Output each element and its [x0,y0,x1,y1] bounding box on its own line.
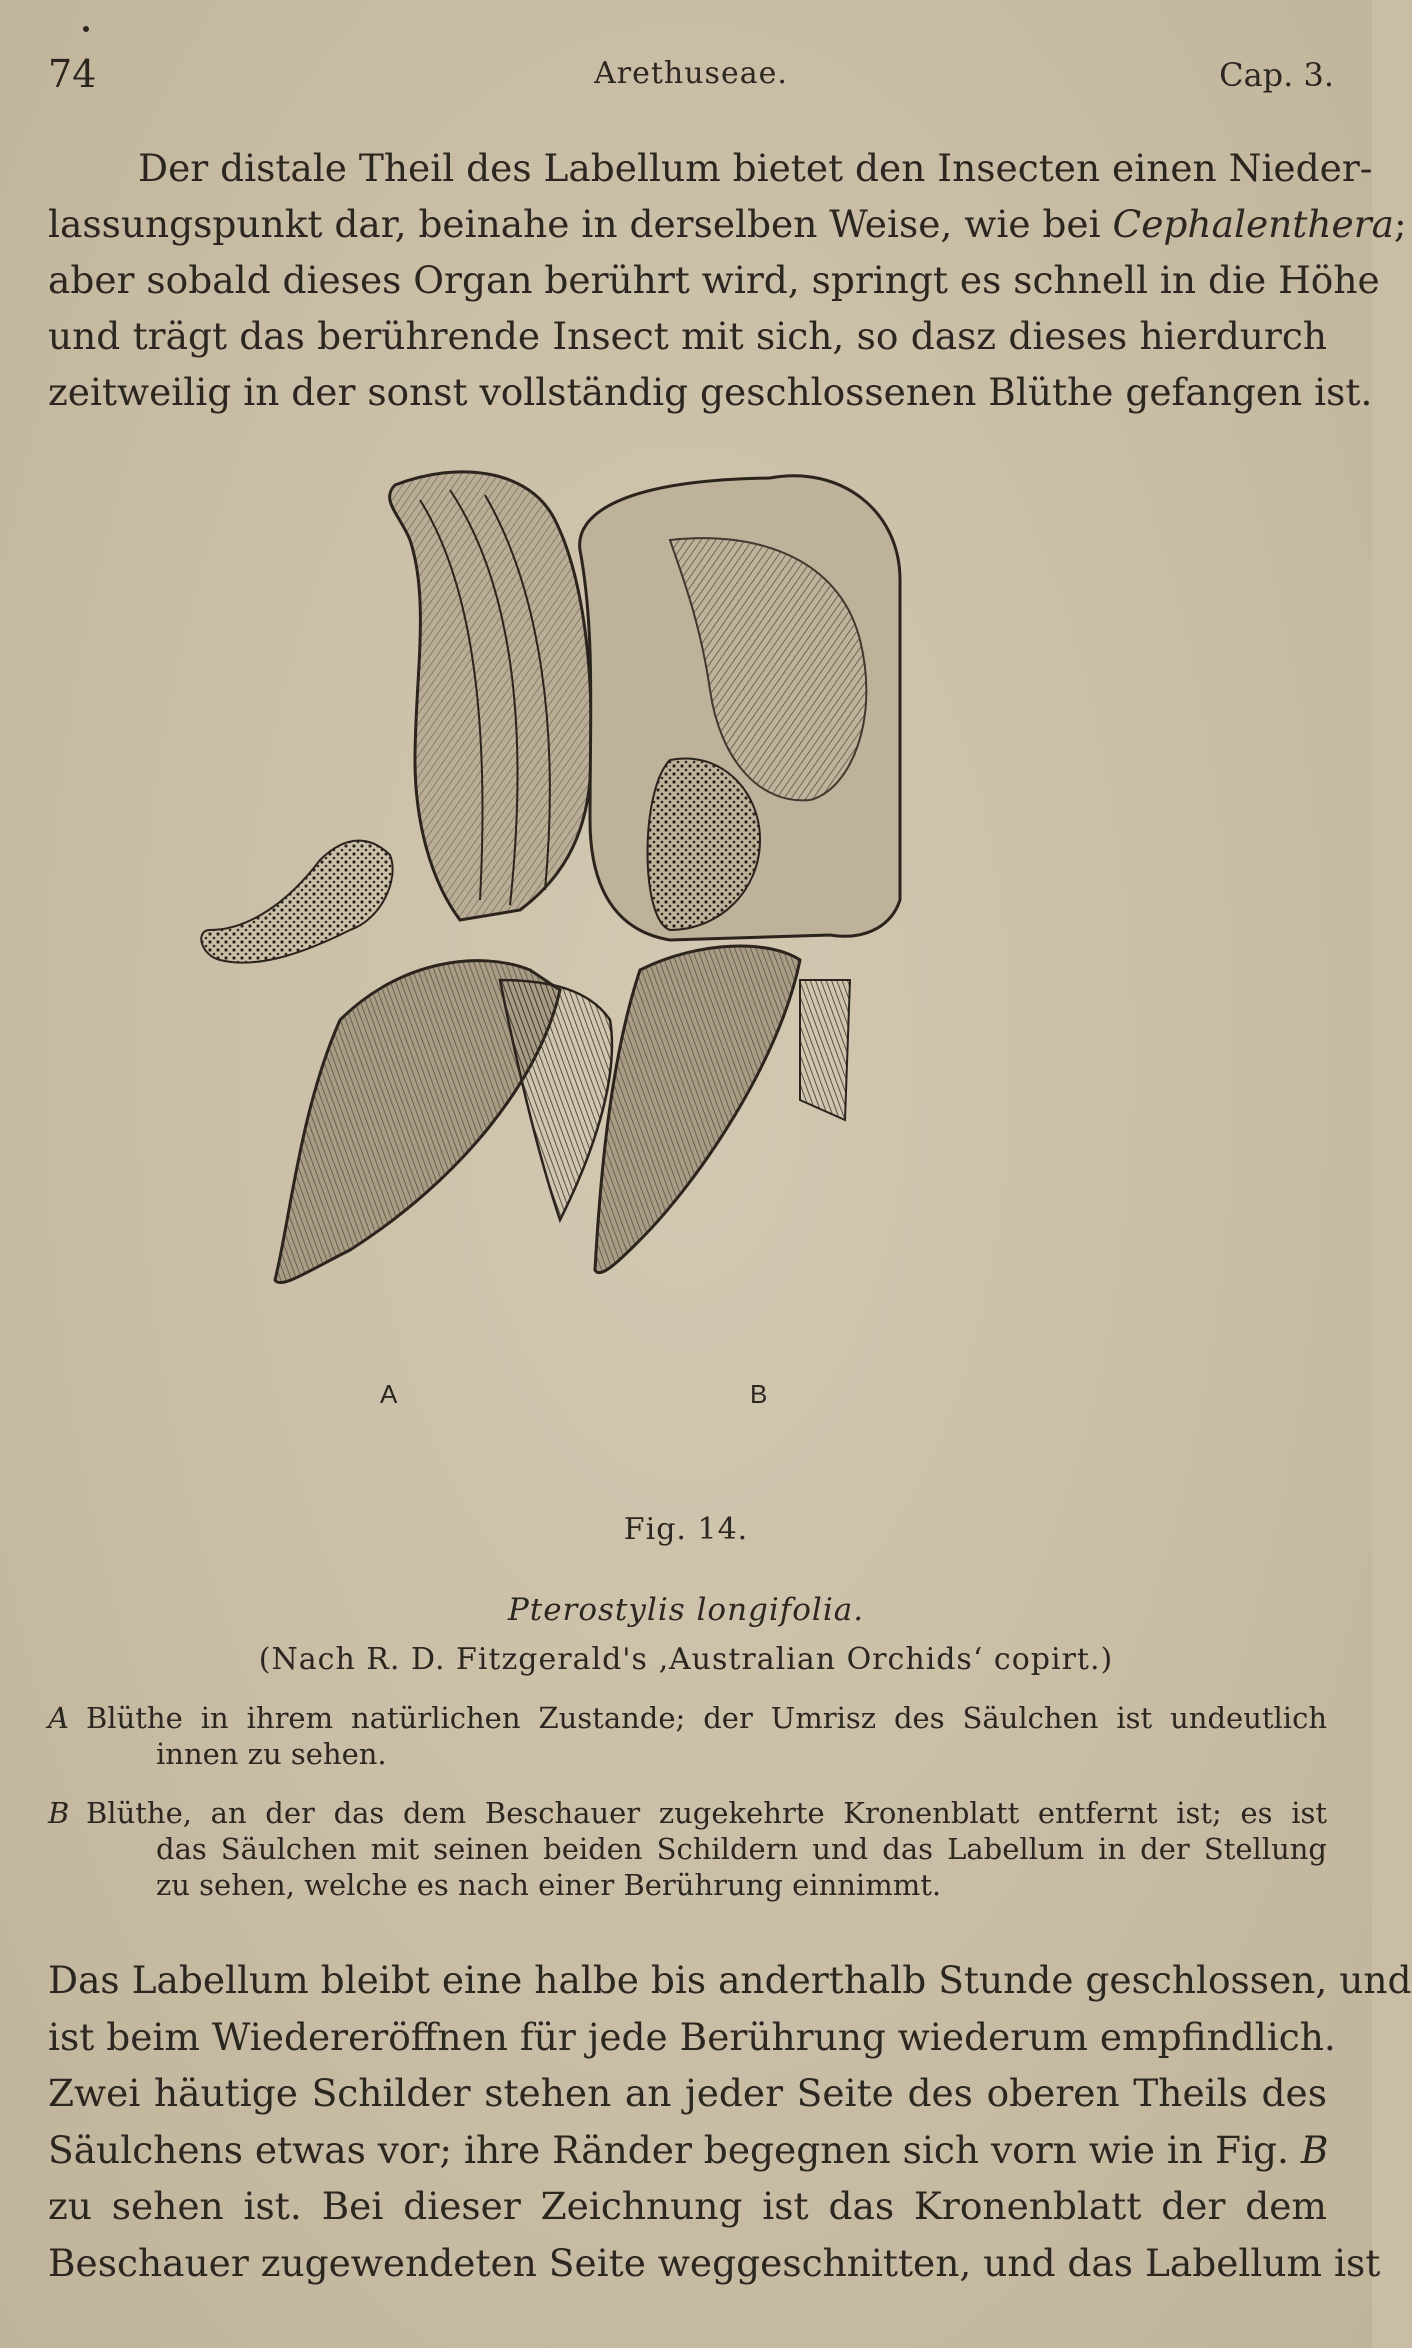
chapter-label: Cap. 3. [1219,56,1334,94]
legend-a [48,1700,1327,1772]
figure-source: (Nach R. D. Fitzgerald's ‚Australian Orchids‘ copirt.) [258,1642,1114,1677]
text-line: aber sobald dieses Organ berührt wird, springt es schnell in die Höhe [48,258,1380,302]
text-line: zeitweilig in der sonst vollständig geschlossenen Blüthe gefangen ist. [48,370,1373,414]
text-line [48,2122,1327,2179]
legend-b-continuation: zu sehen, welche es nach einer Berührung einnimmt. [156,1868,942,1902]
figure-engraving [200,460,920,1480]
text-line: Zwei häutige Schilder stehen an jeder Seite des oberen Theils des [48,2071,1327,2115]
text-line-before: Säulchens etwas vor; ihre Ränder begegnen sich vorn wie in Fig. [48,2127,1301,2172]
text-line-before: lassungspunkt dar, beinahe in derselben Weise, wie bei [48,202,1113,246]
body-paragraph [48,1952,1412,2291]
print-speck [83,26,89,32]
text-line: Beschauer zugewendeten Seite weggeschnitten, und das Labellum ist [48,2240,1381,2285]
legend-b [48,1795,1327,1903]
running-title: Arethuseae. [594,56,788,91]
orchid-illustration [200,460,920,1480]
legend-b-continuation: das Säulchen mit seinen beiden Schildern und das Labellum in der Stellung [156,1832,1327,1866]
legend-b-text: Blüthe, an der das dem Beschauer zugekehrte Kronenblatt entfernt ist; es ist [86,1796,1327,1830]
flower-b-drawing [580,476,900,1273]
text-line: zu sehen ist. Bei dieser Zeichnung ist das Kronenblatt der dem [48,2184,1327,2228]
figure-number: Fig. 14. [623,1512,749,1547]
text-line: und trägt das berührende Insect mit sich, so dasz dieses hierdurch [48,314,1327,358]
running-header [48,52,1334,102]
page-number: 74 [48,52,97,96]
legend-b-line [48,1795,1327,1831]
legend-a-key: A [48,1701,69,1735]
text-line: ist beim Wiedereröffnen für jede Berührung wiederum empfindlich. [48,2014,1336,2059]
text-line: Der distale Theil des Labellum bietet den Insecten einen Nieder- [138,146,1373,190]
figure-ref: B [1300,2127,1329,2172]
flower-a-drawing [201,472,612,1283]
text-line [48,196,1407,252]
text-line: Das Labellum bleibt eine halbe bis anderthalb Stunde geschlossen, und [48,1958,1412,2002]
text-line-after: ; [1393,202,1407,246]
legend-b-key: B [48,1796,70,1830]
legend-a-text: Blüthe in ihrem natürlichen Zustande; der Umrisz des Säulchen ist undeutlich [86,1701,1327,1735]
label-b: B [750,1379,768,1409]
legend-a-line [48,1700,1327,1736]
legend-a-continuation: innen zu sehen. [156,1737,387,1771]
genus-name: Cephalenthera [1112,202,1394,246]
intro-paragraph [48,140,1407,420]
figure-species: Pterostylis longifolia. [507,1592,865,1628]
label-a: A [380,1379,398,1409]
